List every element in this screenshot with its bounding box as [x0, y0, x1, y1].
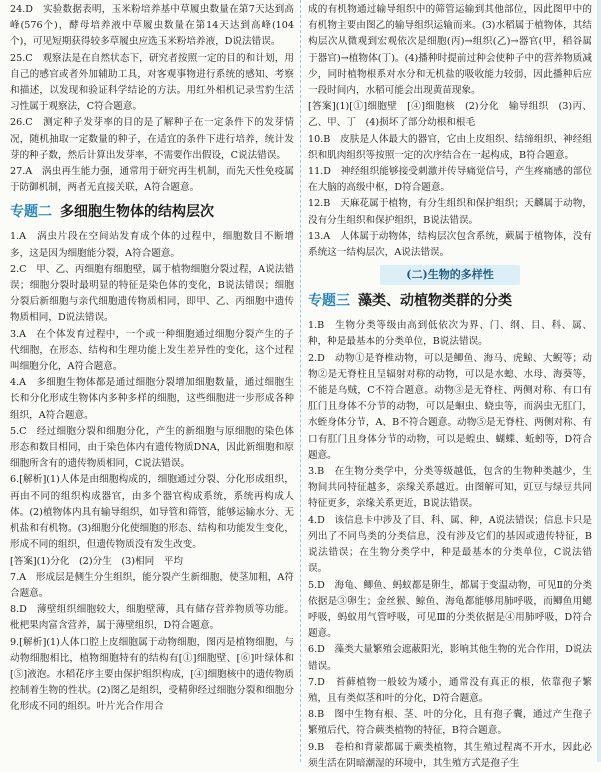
section-sub-heading-text: (二)生物的多样性 [380, 265, 519, 285]
left-answer-list-bottom [10, 229, 294, 715]
answer-item: [答案](1)[①]细胞壁 [④]细胞核 (2)分化 输导组织 (3)丙、乙、甲、丁 (4)损坏了部分幼根和根毛 [308, 101, 592, 129]
answer-item: 8.D 薄壁组织细胞较大，细胞壁薄，具有储存营养物质等功能。枇杷果肉富含营养，属于薄壁组织，D符合题意。 [10, 604, 294, 632]
section-sub-heading [308, 263, 592, 285]
answer-item: 5.D 海龟、鲫鱼、蚂蚁都是卵生，都属于变温动物，可见Ⅱ的分类依据是③卵生；金丝猴、鲸鱼、海龟都能够用肺呼吸，而鲫鱼用鳃呼吸，蚂蚁用气管呼吸，可见Ⅲ的分类依据是④用肺呼吸，D符合题意。 [308, 579, 592, 640]
answer-item: 2.D 动物①是脊椎动物，可以是鲫鱼、海马、虎鲸、大鲵等；动物②是无脊柱且呈辐射对称的动物，可以是水螅、水母、海葵等，不能是乌贼，C不符合题意。动物③是无脊柱、两侧对称、有口有肛门且身体不分节的动物，可以是蛔虫、蛲虫等，而涡虫无肛门，水蛭身体分节，A、B不符合题意。动物⑤是无脊柱、两侧对称、有口有肛门且身体分节的动物，可以是蝗虫、蝴蝶、蚯蚓等，D符合题意。 [308, 352, 592, 461]
answer-item: 11.D 神经组织能够接受刺激并传导痛觉信号，产生疼痛感的部位在大脑的高级中枢，D符合题意。 [308, 166, 592, 194]
answer-item: 27.A 涡虫再生能力强，通常用于研究再生机制，而先天性免疫属于防御机制，两者无直接关联，A符合题意。 [10, 166, 294, 194]
answer-item: 7.A 形成层是侧生分生组织，能分裂产生新细胞，使茎加粗，A符合题意。 [10, 571, 294, 599]
topic-three-title: 藻类、动植物类群的分类 [358, 293, 512, 310]
answer-item: 7.D 苔藓植物一般较为矮小，通常没有真正的根，依靠孢子繁殖，且有类似茎和叶的分化，D符合题意。 [308, 676, 592, 704]
answer-item: 6.[解析](1)人体是由细胞构成的，细胞通过分裂、分化形成组织，再由不同的组织构成器官，由多个器官构成系统，系统再构成人体。(2)植物体内具有输导组织，如导管和筛管，能够运输水分、无机盐和有机物。(3)细胞分化使细胞的形态、结构和功能发生变化，形成不同的组织，但遗传物质没有发生改变。 [10, 474, 294, 551]
topic-two-title: 多细胞生物体的结构层次 [60, 204, 214, 221]
answer-item: 10.B 皮肤是人体最大的器官，它由上皮组织、结缔组织、神经组织和肌肉组织等按照一定的次序结合在一起构成，B符合题意。 [308, 133, 592, 161]
answer-item: 3.A 在个体发育过程中，一个或一种细胞通过细胞分裂产生的子代细胞，在形态、结构和生理功能上发生差异性的变化，这个过程叫细胞分化，A符合题意。 [10, 328, 294, 373]
answer-item: 12.B 天麻花属于植物，有分生组织和保护组织；天麟属于动物，没有分生组织和保护组织，B说法错误。 [308, 198, 592, 226]
answer-item: 9.[解析](1)人体口腔上皮细胞属于动物细胞，图丙是植物细胞，与动物细胞相比，植物细胞特有的结构有[①]细胞壁、[⑥]叶绿体和[⑤]液泡。水稻花序主要由保护组织构成，[④]细胞核中的遗传物质控制着生物的性状。(2)图乙是组织，受精卵经过细胞分裂和细胞分化形成不同的组织。叶片光合作用合 [10, 636, 294, 713]
answer-item: 2.C 甲、乙、丙细胞有细胞壁，属于植物细胞分裂过程，A说法错误；细胞分裂时最明显的特征是染色体的变化，B说法错误；细胞分裂后新细胞与亲代细胞遗传物质相同，即甲、乙、丙细胞中遗传物质相同，D说法错误。 [10, 263, 294, 324]
answer-item: 8.B 图中生物有根、茎、叶的分化，且有孢子囊，通过产生孢子繁殖后代，符合蕨类植物的特征，B符合题意。 [308, 709, 592, 737]
answer-item: 4.A 多细胞生物体都是通过细胞分裂增加细胞数量，通过细胞生长和分化形成生物体内多种多样的细胞，这些细胞进一步形成各种组织，A符合题意。 [10, 377, 294, 421]
answer-item: [答案](1)分化 (2)分生 (3)相同 平均 [10, 555, 183, 567]
answer-item: 4.D 该信息卡中涉及了目、科、属、种，A说法错误；信息卡只是列出了不同鸟类的分类信息，没有涉及它们的基因或遗传特征，B说法错误；在生物分类学中，种是最基本的分类单位，C说法错误。 [308, 514, 592, 575]
answer-item: 13.A 人体属于动物体，结构层次包含系统，蕨属于植物体，没有系统这一结构层次，A说法错误。 [308, 230, 592, 259]
answer-item: 5.C 经过细胞分裂和细胞分化，产生的新细胞与原细胞的染色体形态和数目相同，由于染色体内有遗传物质DNA，因此新细胞和原细胞所含有的遗传物质相同，C说法错误。 [10, 425, 294, 470]
answer-item: 24.D 实验数据表明，玉米粉培养基中草履虫数量在第7天达到高峰(576个)，酵母培养液中草履虫数量在第14天达到高峰(104个)，可见短期获得较多草履虫应选玉米粉培养液，D说法错误。 [10, 4, 294, 48]
answer-item: 3.B 在生物分类学中，分类等级越低，包含的生物种类越少，生物间共同特征越多，亲缘关系越近。由图解可知，豇豆与绿豆共同特征更多，亲缘关系更近，B说法错误。 [308, 466, 592, 510]
topic-three-label: 专题三 [308, 293, 350, 310]
topic-two-heading [10, 201, 294, 223]
left-column [10, 2, 294, 716]
answer-item: 成的有机物通过输导组织中的筛管运输到其他部位，因此图甲中的有机物主要由图乙的输导组织运输而来。(3)水稻属于植物体，其结构层次从微观到宏观依次是细胞(丙)→组织(乙)→器官(甲，稻谷属于器官)→植物体(丁)。(4)播种时提前过种会使种子中的营养物质减少，同时植物根系对水分和无机盐的吸收能力较弱，因此播种后应一段时间内，水稻可能会出现黄苗现象。 [308, 4, 592, 97]
answer-item: 9.B 卷柏和背蒙都属于蕨类植物，其生殖过程离不开水，因此必须生活在阴暗潮湿的环境中，其生殖方式是孢子生 [308, 741, 592, 769]
page-edge-strip [597, 0, 601, 762]
left-answer-list-top [10, 2, 294, 196]
right-answer-list-top [308, 2, 592, 261]
answer-item: 25.C 观察法是在自然状态下，研究者按照一定的目的和计划，用自己的感官或者外加辅助工具，对客观事物进行系统的感知、考察和描述，以发现和验证科学结论的方法。用红外相机记录雪豹生活习性属于观察法，C符合题意。 [10, 52, 294, 113]
answer-item: 26.C 测定种子发芽率的目的是了解种子在一定条件下的发芽情况，随机抽取一定数量的种子，在适宜的条件下进行培养，统计发芽的种子数，然后计算出发芽率，不需要作出假设，C说法错误。 [10, 117, 294, 161]
answer-item: 6.D 藻类大量繁殖会遮蔽阳光，影响其他生物的光合作用，D说法错误。 [308, 644, 592, 672]
column-divider [300, 0, 302, 762]
topic-three-heading [308, 290, 592, 312]
topic-two-label: 专题二 [10, 204, 52, 221]
right-answer-list-bottom [308, 318, 592, 772]
answer-item: 1.A 涡虫片段在空间站发育成个体的过程中，细胞数目不断增多，这是因为细胞能分裂，A符合题意。 [10, 231, 294, 259]
answer-item: 1.B 生物分类等级由高到低依次为界、门、纲、目、科、属、种，种是最基本的分类单位，B说法错误。 [308, 320, 592, 348]
right-column [308, 2, 592, 772]
